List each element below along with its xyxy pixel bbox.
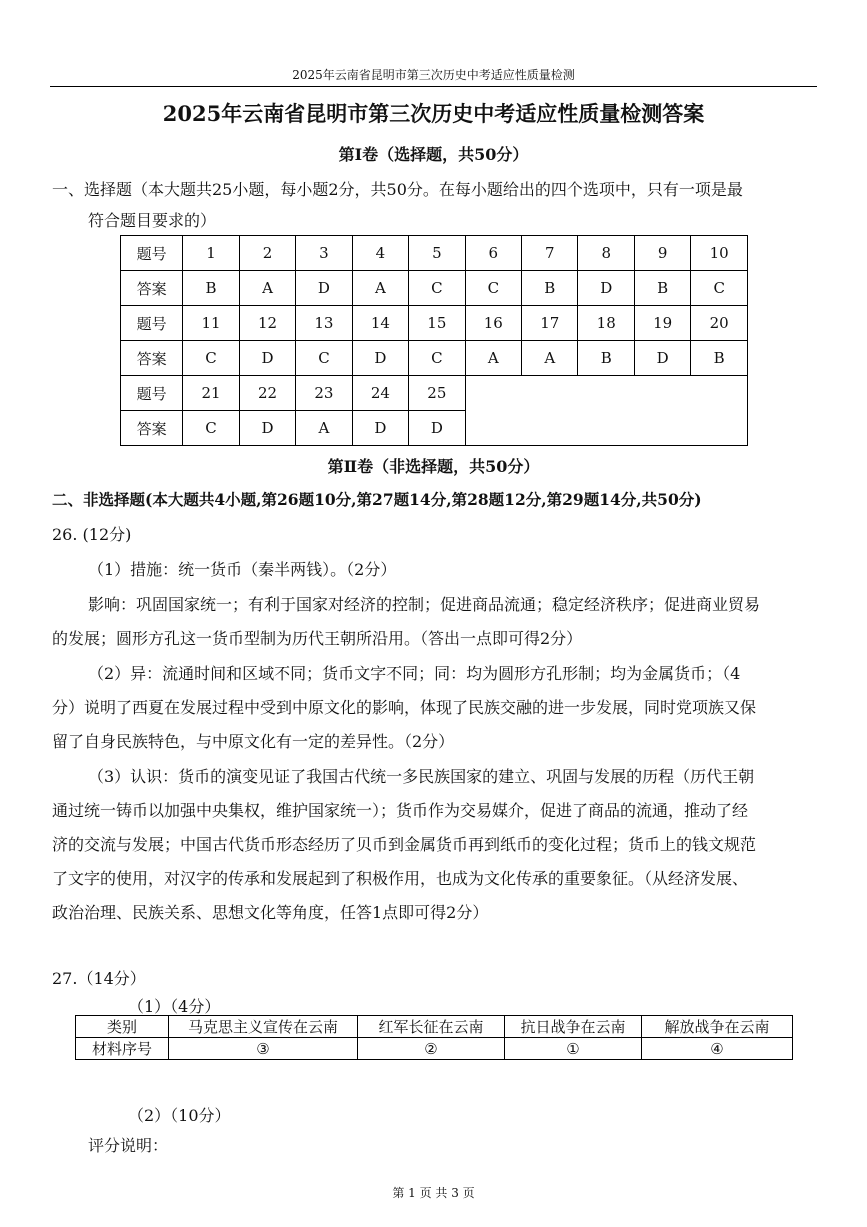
row-label-cell: 题号	[121, 306, 183, 341]
table-cell: 材料序号	[76, 1038, 169, 1060]
q27-label: 27.（14分）	[52, 969, 146, 988]
answer-cell: B	[634, 271, 690, 306]
row-label-cell: 答案	[121, 341, 183, 376]
table-cell: ④	[642, 1038, 793, 1060]
question-number-cell: 24	[352, 376, 408, 411]
question-number-cell: 9	[634, 236, 690, 271]
question-number-cell: 16	[465, 306, 521, 341]
page-title: 2025年云南省昆明市第三次历史中考适应性质量检测答案	[162, 101, 705, 126]
header-rule	[50, 86, 817, 87]
q26-line: 影响：巩固国家统一；有利于国家对经济的控制；促进商品流通；稳定经济秩序；促进商业贸易	[88, 595, 761, 614]
question-number-cell: 7	[522, 236, 578, 271]
q26-line: 的发展；圆形方孔这一货币型制为历代王朝所沿用。（答出一点即可得2分）	[52, 629, 583, 648]
question-number-cell: 14	[352, 306, 408, 341]
page-footer: 第 1 页 共 3 页	[392, 1186, 475, 1200]
table-header-cell: 马克思主义宣传在云南	[169, 1016, 358, 1038]
question-number-cell: 4	[352, 236, 408, 271]
question-number-cell: 12	[239, 306, 295, 341]
answer-cell: B	[691, 341, 748, 376]
answer-row	[121, 341, 748, 376]
q26-line: 分）说明了西夏在发展过程中受到中原文化的影响，体现了民族交融的进一步发展，同时党项族又保	[52, 698, 757, 717]
empty-cell	[465, 376, 747, 446]
answer-cell: D	[352, 341, 408, 376]
answer-cell: A	[465, 341, 521, 376]
question-number-cell: 11	[183, 306, 239, 341]
answer-cell: C	[183, 341, 239, 376]
answer-table	[120, 235, 748, 446]
q26-line: （3）认识：货币的演变见证了我国古代统一多民族国家的建立、巩固与发展的历程（历代王朝	[88, 767, 755, 786]
answer-cell: D	[352, 411, 408, 446]
section1-instruction-line2: 符合题目要求的）	[88, 211, 217, 230]
question-number-cell: 25	[409, 376, 465, 411]
answer-cell: B	[578, 341, 634, 376]
row-label-cell: 答案	[121, 271, 183, 306]
answer-row	[121, 271, 748, 306]
q27-scoring-label: 评分说明：	[88, 1136, 169, 1155]
q27-part1: （1）（4分）	[128, 997, 221, 1016]
question-number-row	[121, 376, 748, 411]
question-number-row	[121, 236, 748, 271]
answer-cell: C	[183, 411, 239, 446]
question-number-cell: 3	[296, 236, 352, 271]
q27-part2: （2）（10分）	[128, 1106, 231, 1125]
answer-cell: C	[296, 341, 352, 376]
q26-line: 了文字的使用，对汉字的传承和发展起到了积极作用，也成为文化传承的重要象征。（从经济发展、	[52, 869, 749, 888]
answer-cell: D	[578, 271, 634, 306]
answer-cell: D	[634, 341, 690, 376]
answer-cell: D	[409, 411, 465, 446]
answer-cell: B	[522, 271, 578, 306]
question-number-cell: 6	[465, 236, 521, 271]
question-number-cell: 21	[183, 376, 239, 411]
answer-cell: A	[239, 271, 295, 306]
q26-line: （2）异：流通时间和区域不同；货币文字不同；同：均为圆形方孔形制；均为金属货币；（4	[88, 664, 741, 683]
answer-cell: D	[239, 411, 295, 446]
q26-line: （1）措施：统一货币（秦半两钱）。（2分）	[88, 560, 397, 579]
answer-cell: C	[409, 341, 465, 376]
answer-cell: A	[352, 271, 408, 306]
table-cell: ③	[169, 1038, 358, 1060]
q26-line: 留了自身民族特色，与中原文化有一定的差异性。（2分）	[52, 732, 455, 751]
answer-cell: B	[183, 271, 239, 306]
answer-cell: A	[296, 411, 352, 446]
q26-line: 政治治理、民族关系、思想文化等角度，任答1点即可得2分）	[52, 903, 489, 922]
table-row	[76, 1038, 793, 1060]
question-number-cell: 15	[409, 306, 465, 341]
question-number-cell: 1	[183, 236, 239, 271]
table-cell: ②	[358, 1038, 505, 1060]
table-header-cell: 类别	[76, 1016, 169, 1038]
answer-cell: D	[296, 271, 352, 306]
question-number-cell: 13	[296, 306, 352, 341]
question-number-cell: 17	[522, 306, 578, 341]
question-number-cell: 23	[296, 376, 352, 411]
table-header-cell: 红军长征在云南	[358, 1016, 505, 1038]
section2-heading: 第Ⅱ卷（非选择题，共50分）	[327, 457, 540, 476]
row-label-cell: 题号	[121, 376, 183, 411]
table-header-cell: 抗日战争在云南	[505, 1016, 642, 1038]
q27-category-table	[75, 1015, 793, 1060]
question-number-cell: 5	[409, 236, 465, 271]
question-number-cell: 22	[239, 376, 295, 411]
q26-label: 26. (12分)	[52, 525, 132, 544]
answer-cell: D	[239, 341, 295, 376]
question-number-cell: 10	[691, 236, 748, 271]
section2-instruction: 二、非选择题(本大题共4小题,第26题10分,第27题14分,第28题12分,第29题14分,共50分)	[52, 490, 702, 509]
table-header-row	[76, 1016, 793, 1038]
answer-cell: C	[409, 271, 465, 306]
running-header: 2025年云南省昆明市第三次历史中考适应性质量检测	[292, 68, 575, 82]
section1-instruction-line1: 一、选择题（本大题共25小题，每小题2分，共50分。在每小题给出的四个选项中，只有一项是最	[52, 180, 743, 199]
question-number-cell: 20	[691, 306, 748, 341]
answer-cell: C	[691, 271, 748, 306]
answer-cell: A	[522, 341, 578, 376]
question-number-cell: 19	[634, 306, 690, 341]
question-number-cell: 2	[239, 236, 295, 271]
table-cell: ①	[505, 1038, 642, 1060]
answer-cell: C	[465, 271, 521, 306]
question-number-cell: 18	[578, 306, 634, 341]
question-number-row	[121, 306, 748, 341]
q26-line: 通过统一铸币以加强中央集权，维护国家统一）；货币作为交易媒介，促进了商品的流通，推动了经	[52, 801, 749, 820]
table-header-cell: 解放战争在云南	[642, 1016, 793, 1038]
section1-heading: 第Ⅰ卷（选择题，共50分）	[338, 145, 529, 164]
row-label-cell: 答案	[121, 411, 183, 446]
q26-line: 济的交流与发展；中国古代货币形态经历了贝币到金属货币再到纸币的变化过程；货币上的钱文规范	[52, 835, 757, 854]
question-number-cell: 8	[578, 236, 634, 271]
row-label-cell: 题号	[121, 236, 183, 271]
